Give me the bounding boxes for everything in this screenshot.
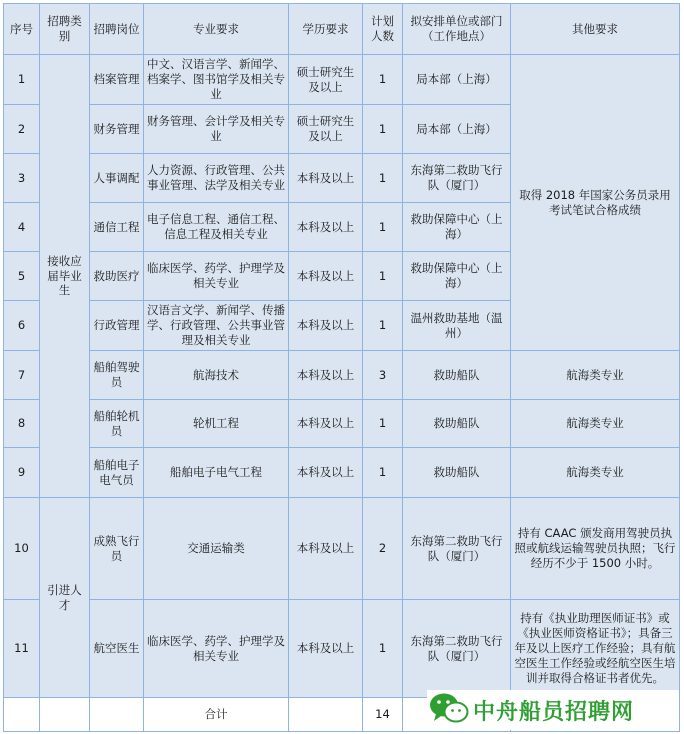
cell-unit: 救助保障中心（上海） [403,203,511,252]
cell-major: 航海技术 [144,351,289,400]
cell-unit: 救助保障中心（上海） [403,252,511,301]
cell-count: 1 [363,154,403,203]
cell-unit: 局本部（上海） [403,55,511,105]
cell-other: 航海类专业 [511,351,680,400]
total-empty [40,698,90,732]
cell-unit: 救助船队 [403,351,511,400]
cell-no: 4 [4,203,40,252]
cell-education: 本科及以上 [289,400,363,448]
cell-education: 本科及以上 [289,351,363,400]
cell-unit: 局本部（上海） [403,105,511,154]
cell-post: 航空医生 [90,600,144,698]
cell-post: 行政管理 [90,301,144,351]
cell-other: 航海类专业 [511,448,680,498]
wechat-icon [427,690,471,730]
total-empty [4,698,40,732]
cell-unit: 救助船队 [403,400,511,448]
watermark-logo [427,690,679,730]
shared-requirement: 取得 2018 年国家公务员录用考试笔试合格成绩 [511,55,680,351]
cell-major: 电子信息工程、通信工程、信息工程及相关专业 [144,203,289,252]
cell-no: 7 [4,351,40,400]
cell-education: 硕士研究生及以上 [289,105,363,154]
cell-major: 人力资源、行政管理、公共事业管理、法学及相关专业 [144,154,289,203]
table-row [4,400,680,448]
header-count: 计划人数 [363,4,403,55]
cell-unit: 东海第二救助飞行队（厦门） [403,154,511,203]
cell-education: 本科及以上 [289,203,363,252]
cell-no: 3 [4,154,40,203]
cell-count: 1 [363,448,403,498]
header-major: 专业要求 [144,4,289,55]
cell-post: 成熟飞行员 [90,498,144,600]
category-graduates: 接收应届毕业生 [40,55,90,498]
cell-count: 1 [363,400,403,448]
table-row [4,498,680,600]
cell-other: 持有《执业助理医师证书》或《执业医师资格证书》；具备三年及以上医疗工作经验；具有航空医生工作经验或经航空医生培训并取得合格证书者优先。 [511,600,680,698]
category-talent: 引进人才 [40,498,90,698]
total-label: 合计 [144,698,289,732]
cell-no: 2 [4,105,40,154]
cell-count: 1 [363,600,403,698]
total-count: 14 [363,698,403,732]
cell-post: 救助医疗 [90,252,144,301]
cell-no: 9 [4,448,40,498]
cell-education: 本科及以上 [289,498,363,600]
header-category: 招聘类别 [40,4,90,55]
cell-post: 人事调配 [90,154,144,203]
cell-no: 5 [4,252,40,301]
cell-major: 船舶电子电气工程 [144,448,289,498]
cell-unit: 东海第二救助飞行队（厦门） [403,498,511,600]
table-row [4,351,680,400]
cell-unit: 东海第二救助飞行队（厦门） [403,600,511,698]
cell-education: 本科及以上 [289,448,363,498]
cell-post: 船舶电子电气员 [90,448,144,498]
table-row [4,600,680,698]
cell-count: 1 [363,301,403,351]
cell-other: 持有 CAAC 颁发商用驾驶员执照或航线运输驾驶员执照；飞行经历不少于 1500 小时。 [511,498,680,600]
cell-education: 本科及以上 [289,600,363,698]
header-no: 序号 [4,4,40,55]
cell-major: 临床医学、药学、护理学及相关专业 [144,252,289,301]
header-other: 其他要求 [511,4,680,55]
cell-no: 1 [4,55,40,105]
cell-post: 船舶轮机员 [90,400,144,448]
cell-major: 汉语言文学、新闻学、传播学、行政管理、公共事业管理及相关专业 [144,301,289,351]
cell-count: 1 [363,252,403,301]
table-row [4,55,680,105]
cell-post: 通信工程 [90,203,144,252]
cell-no: 8 [4,400,40,448]
header-education: 学历要求 [289,4,363,55]
cell-no: 10 [4,498,40,600]
cell-major: 轮机工程 [144,400,289,448]
cell-no: 11 [4,600,40,698]
cell-count: 2 [363,498,403,600]
cell-other: 航海类专业 [511,400,680,448]
cell-education: 本科及以上 [289,252,363,301]
cell-post: 船舶驾驶员 [90,351,144,400]
cell-unit: 温州救助基地（温州） [403,301,511,351]
cell-unit: 救助船队 [403,448,511,498]
cell-count: 1 [363,105,403,154]
cell-major: 交通运输类 [144,498,289,600]
header-unit: 拟安排单位或部门（工作地点） [403,4,511,55]
header-row [4,4,680,55]
recruitment-table [3,3,680,732]
cell-post: 财务管理 [90,105,144,154]
cell-no: 6 [4,301,40,351]
cell-major: 临床医学、药学、护理学及相关专业 [144,600,289,698]
header-post: 招聘岗位 [90,4,144,55]
table-row [4,448,680,498]
cell-count: 1 [363,55,403,105]
cell-post: 档案管理 [90,55,144,105]
cell-count: 3 [363,351,403,400]
cell-education: 硕士研究生及以上 [289,55,363,105]
cell-education: 本科及以上 [289,154,363,203]
total-empty [90,698,144,732]
total-empty [289,698,363,732]
watermark-text: 中舟船员招聘网 [473,698,635,725]
cell-major: 财务管理、会计学及相关专业 [144,105,289,154]
cell-education: 本科及以上 [289,301,363,351]
cell-major: 中文、汉语言学、新闻学、档案学、图书馆学及相关专业 [144,55,289,105]
cell-count: 1 [363,203,403,252]
